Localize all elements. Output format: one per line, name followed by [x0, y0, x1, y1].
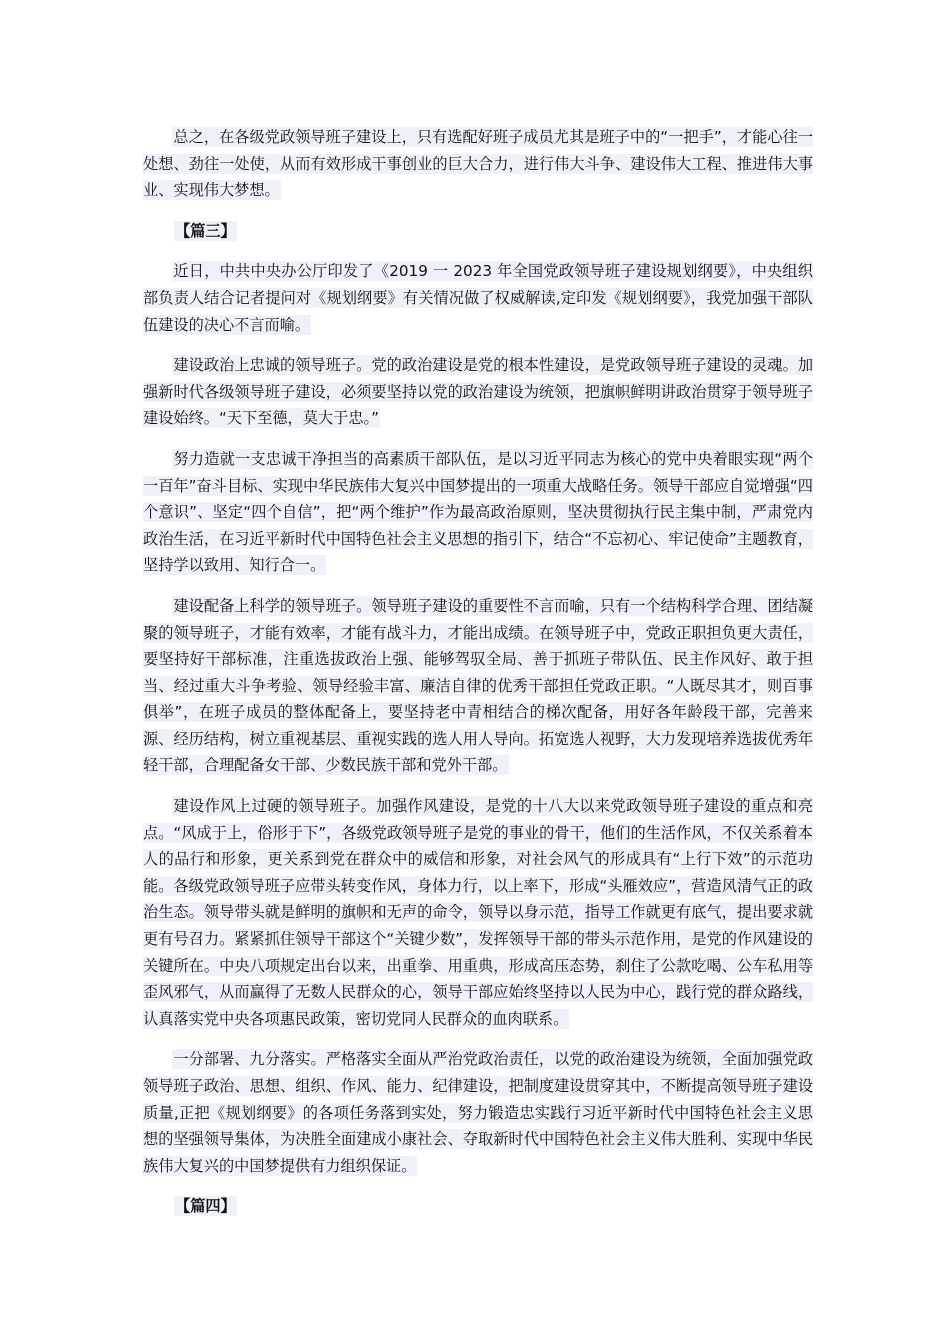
paragraph-text: 建设配备上科学的领导班子。领导班子建设的重要性不言而喻，只有一个结构科学合理、团结凝聚的领导班子，才能有效率，才能有战斗力，才能出成绩。在领导班子中，党政正职担负更大责任，要坚持好干部标准，注重选拔政治上强、能够驾驭全局、善于抓班子带队伍、民主作风好、敢于担当、经过重大斗争考验、领导经验丰富、廉洁自律的优秀干部担任党政正职。“人既尽其才，则百事俱举”，在班子成员的整体配备上，要坚持老中青相结合的梯次配备，用好各年龄段干部，完善来源、经历结构，树立重视基层、重视实践的选人用人导向。拓宽选人视野，大力发现培养选拔优秀年轻干部，合理配备女干部、少数民族干部和党外干部。: [143, 596, 813, 775]
paragraph-text: 总之，在各级党政领导班子建设上，只有选配好班子成员尤其是班子中的“一把手”，才能心往一处想、劲往一处使，从而有效形成干事创业的巨大合力，进行伟大斗争、建设伟大工程、推进伟大事业、实现伟大梦想。: [143, 128, 813, 200]
paragraph-text: 近日，中共中央办公厅印发了《2019 一 2023 年全国党政领导班子建设规划纲要》，中央组织部负责人结合记者提问对《规划纲要》有关情况做了权威解读,定印发《规划纲要》，我党加强干部队伍建设的决心不言而喻。: [143, 262, 813, 334]
section-heading-part3: [143, 218, 813, 245]
paragraph-text: 努力造就一支忠诚干净担当的高素质干部队伍，是以习近平同志为核心的党中央着眼实现“两个一百年”奋斗目标、实现中华民族伟大复兴中国梦提出的一项重大战略任务。领导干部应自觉增强“四个意识”、坚定“四个自信”，把“两个维护”作为最高政治原则，坚决贯彻执行民主集中制，严肃党内政治生活，在习近平新时代中国特色社会主义思想的指引下，结合“不忘初心、牢记使命”主题教育，坚持学以致用、知行合一。: [143, 449, 813, 575]
paragraph-summary: [143, 124, 813, 204]
document-body: [143, 124, 813, 1234]
paragraph-work-style: [143, 793, 813, 1032]
paragraph-text: 建设政治上忠诚的领导班子。党的政治建设是党的根本性建设，是党政领导班子建设的灵魂。加强新时代各级领导班子建设，必须要坚持以党的政治建设为统领，把旗帜鲜明讲政治贯穿于领导班子建设始终。“天下至德，莫大于忠。”: [143, 356, 813, 428]
paragraph-cadre-team: [143, 446, 813, 579]
paragraph-political-loyalty: [143, 352, 813, 432]
heading-text: 【篇三】: [175, 221, 236, 240]
paragraph-intro: [143, 258, 813, 338]
paragraph-text: 一分部署、九分落实。严格落实全面从严治党政治责任，以党的政治建设为统领，全面加强党政领导班子政治、思想、组织、作风、能力、纪律建设，把制度建设贯穿其中，不断提高领导班子建设质量,正把《规划纲要》的各项任务落到实处，努力锻造忠实践行习近平新时代中国特色社会主义思想的坚强领导集体，为决胜全面建成小康社会、夺取新时代中国特色社会主义伟大胜利、实现中华民族伟大复兴的中国梦提供有力组织保证。: [143, 1050, 813, 1175]
section-heading-part4: [143, 1193, 813, 1220]
paragraph-implementation: [143, 1046, 813, 1179]
heading-text: 【篇四】: [175, 1197, 236, 1216]
paragraph-scientific-allocation: [143, 593, 813, 779]
paragraph-text: 建设作风上过硬的领导班子。加强作风建设，是党的十八大以来党政领导班子建设的重点和亮点。“风成于上，俗形于下”，各级党政领导班子是党的事业的骨干，他们的生活作风，不仅关系着本人的品行和形象，更关系到党在群众中的威信和形象，对社会风气的形成具有“上行下效”的示范功能。各级党政领导班子应带头转变作风，身体力行，以上率下，形成“头雁效应”，营造风清气正的政治生态。领导带头就是鲜明的旗帜和无声的命令，领导以身示范，指导工作就更有底气，提出要求就更有号召力。紧紧抓住领导干部这个“关键少数”，发挥领导干部的带头示范作用，是党的作风建设的关键所在。中央八项规定出台以来，出重拳、用重典，形成高压态势，刹住了公款吃喝、公车私用等歪风邪气，从而赢得了无数人民群众的心，领导干部应始终坚持以人民为中心，践行党的群众路线，认真落实党中央各项惠民政策，密切党同人民群众的血肉联系。: [143, 797, 813, 1028]
